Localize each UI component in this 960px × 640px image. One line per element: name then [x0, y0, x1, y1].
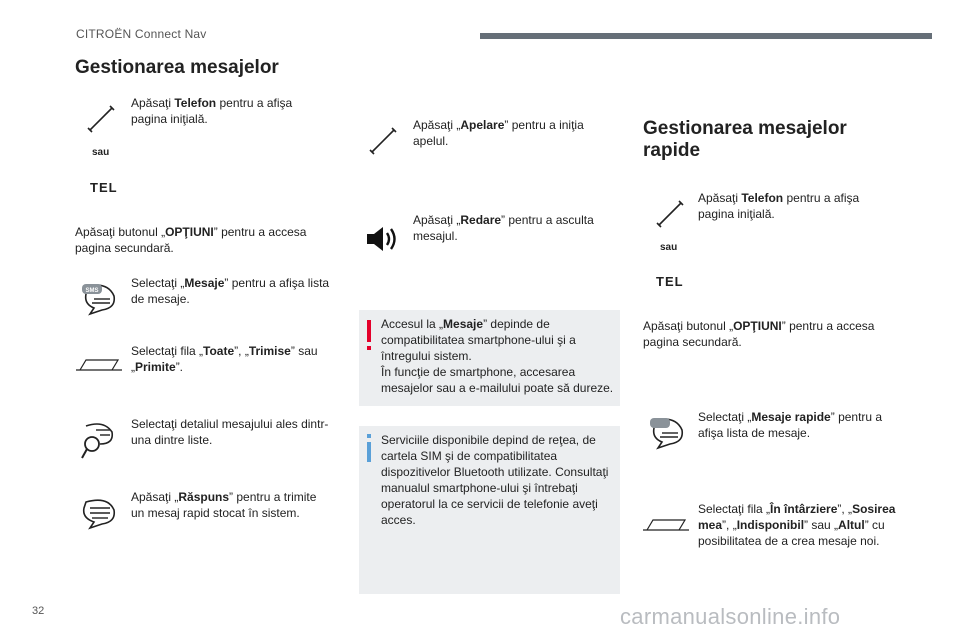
info-box [359, 426, 620, 594]
phone-handset-icon [86, 104, 116, 134]
header-bar [480, 33, 932, 39]
message-detail-icon [80, 420, 116, 460]
page-number: 32 [32, 605, 45, 617]
quick-message-icon [648, 416, 688, 450]
call-icon [368, 126, 398, 156]
step-press-phone: Apăsaţi Telefon pentru a afişa pagina iniţială. [131, 96, 293, 126]
phone-handset-icon [655, 199, 685, 229]
quick-step-press-phone: Apăsaţi Telefon pentru a afişa pagina iniţială. [698, 191, 860, 221]
info-icon [367, 442, 371, 462]
step-press-call: Apăsaţi „Apelare” pentru a iniţia apelul. [413, 118, 584, 148]
info-icon-dot [367, 434, 371, 438]
or-label: sau [92, 147, 110, 158]
step-select-detail: Selectaţi detaliul mesajului ales dintr-una dintre liste. [131, 417, 329, 447]
section-title-quick-messages: Gestionarea mesajelor rapide [643, 118, 847, 161]
step-press-options: Apăsaţi butonul „OPŢIUNI” pentru a accesa pagina secundară. [75, 225, 307, 255]
warning-icon [367, 320, 371, 342]
quick-step-press-options: Apăsaţi butonul „OPŢIUNI” pentru a accesa pagina secundară. [643, 319, 875, 349]
tel-button-label: TEL [656, 274, 684, 289]
section-title-messages: Gestionarea mesajelor [75, 57, 279, 78]
sms-message-icon [80, 282, 120, 316]
quick-step-select-tab: Selectaţi fila „În întârziere”, „Sosirea mea”, „Indisponibil” sau „Altul” cu posibilitatea de a crea mesaje noi. [698, 502, 896, 548]
warning-text: Accesul la „Mesaje” depinde de compatibilitatea smartphone-ului şi a întregului sistem. În funcţie de smartphone, accesarea mesajelor sau a e-mailului poate să dureze. [381, 317, 614, 395]
tab-selector-icon [76, 358, 122, 372]
reply-icon [80, 496, 120, 530]
step-press-play: Apăsaţi „Redare” pentru a asculta mesajul. [413, 213, 594, 243]
speaker-icon [365, 225, 401, 253]
step-select-messages: Selectaţi „Mesaje” pentru a afişa lista de mesaje. [131, 276, 330, 306]
watermark: carmanualsonline.info [620, 604, 841, 629]
tab-selector-icon [643, 518, 689, 532]
or-label: sau [660, 242, 678, 253]
quick-step-select-messages: Selectaţi „Mesaje rapide” pentru a afişa lista de mesaje. [698, 410, 883, 440]
sms-badge-text: SMS [85, 288, 99, 294]
warning-icon-dot [367, 346, 371, 350]
header-title: CITROËN Connect Nav [76, 27, 207, 41]
warning-box [359, 310, 620, 406]
step-select-tab: Selectaţi fila „Toate”, „Trimise” sau „Primite”. [131, 344, 318, 374]
tel-button-label: TEL [90, 180, 118, 195]
step-press-reply: Apăsaţi „Răspuns” pentru a trimite un mesaj rapid stocat în sistem. [131, 490, 317, 520]
info-text: Serviciile disponibile depind de reţea, de cartela SIM şi de compatibilitatea dispozitivelor Bluetooth utilizate. Consultaţi manualul smartphone-ului şi întrebaţi operatorul la ce servicii de telefonie aveţi acces. [381, 433, 609, 527]
